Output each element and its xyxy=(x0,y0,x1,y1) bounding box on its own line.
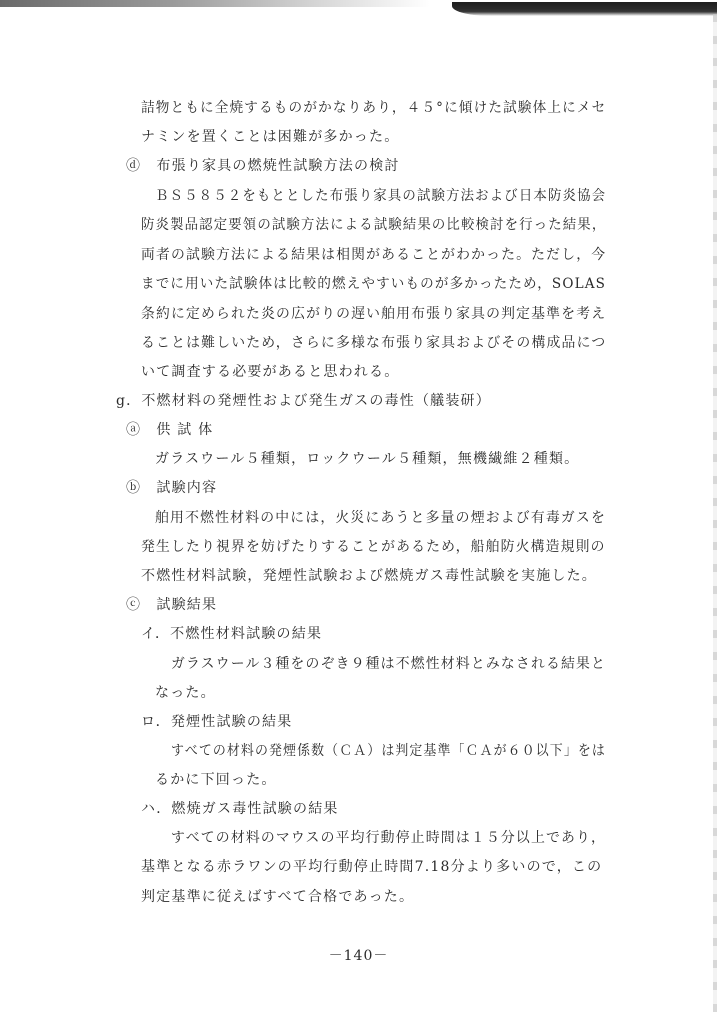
subsection-heading: ⓓ 布張り家具の燃焼性試験方法の検討 xyxy=(126,158,400,174)
text-line: 防炎製品認定要領の試験方法による試験結果の比較検討を行った結果， xyxy=(141,217,607,233)
text-line: すべての材料のマウスの平均行動停止時間は１５分以上であり， xyxy=(171,830,607,846)
subsection-heading: ⓒ 試験結果 xyxy=(126,597,218,613)
text-line: までに用いた試験体は比較的燃えやすいものが多かったため，SOLAS xyxy=(141,276,607,292)
section-heading: g．不燃材料の発煙性および発生ガスの毒性（艤装研） xyxy=(116,393,491,409)
text-line: 不燃性材料試験，発煙性試験および燃焼ガス毒性試験を実施した。 xyxy=(141,568,597,584)
text-line: 両者の試験方法による結果は相関があることがわかった。ただし，今 xyxy=(141,247,607,263)
page-number: －140－ xyxy=(328,948,389,964)
subsection-heading: ⓐ 供 試 体 xyxy=(126,422,214,438)
text-line: すべての材料の発煙係数（ＣＡ）は判定基準「ＣＡが６０以下」をは xyxy=(171,743,606,759)
text-line: 発生したり視界を妨げたりすることがあるため，船舶防火構造規則の xyxy=(141,539,606,555)
text-line: なった。 xyxy=(155,685,216,701)
text-line: るかに下回った。 xyxy=(155,772,277,788)
text-line: 詰物ともに全焼するものがかなりあり，４５°に傾けた試験体上にメセ xyxy=(141,100,607,116)
text-line: ナミンを置くことは困難が多かった。 xyxy=(141,129,400,145)
text-line: ることは難しいため，さらに多様な布張り家具およびその構成品につ xyxy=(141,335,607,351)
text-line: 基準となる赤ラワンの平均行動停止時間7.18分より多いので，この xyxy=(141,859,603,875)
text-line: 判定基準に従えばすべて合格であった。 xyxy=(141,889,415,905)
scan-edge-shadow-right xyxy=(713,14,717,1012)
text-line: ガラスウール３種をのぞき９種は不燃性材料とみなされる結果と xyxy=(171,656,607,672)
subsection-heading: ⓑ 試験内容 xyxy=(126,480,218,496)
item-heading: ハ．燃焼ガス毒性試験の結果 xyxy=(141,801,339,817)
text-line: 条約に定められた炎の広がりの遅い舶用布張り家具の判定基準を考え xyxy=(141,306,607,322)
item-heading: ロ．発煙性試験の結果 xyxy=(141,714,293,730)
text-line: ＢＳ５８５２をもととした布張り家具の試験方法および日本防炎協会 xyxy=(155,188,607,204)
item-heading: イ．不燃性材料試験の結果 xyxy=(141,626,323,642)
scan-edge-shadow-top-right xyxy=(452,2,717,16)
text-line: 舶用不燃性材料の中には，火災にあうと多量の煙および有毒ガスを xyxy=(155,510,606,526)
text-line: いて調査する必要があると思われる。 xyxy=(141,364,400,380)
scan-edge-shadow-top-left xyxy=(0,0,430,7)
text-line: ガラスウール５種類，ロックウール５種類，無機繊維２種類。 xyxy=(155,451,580,467)
